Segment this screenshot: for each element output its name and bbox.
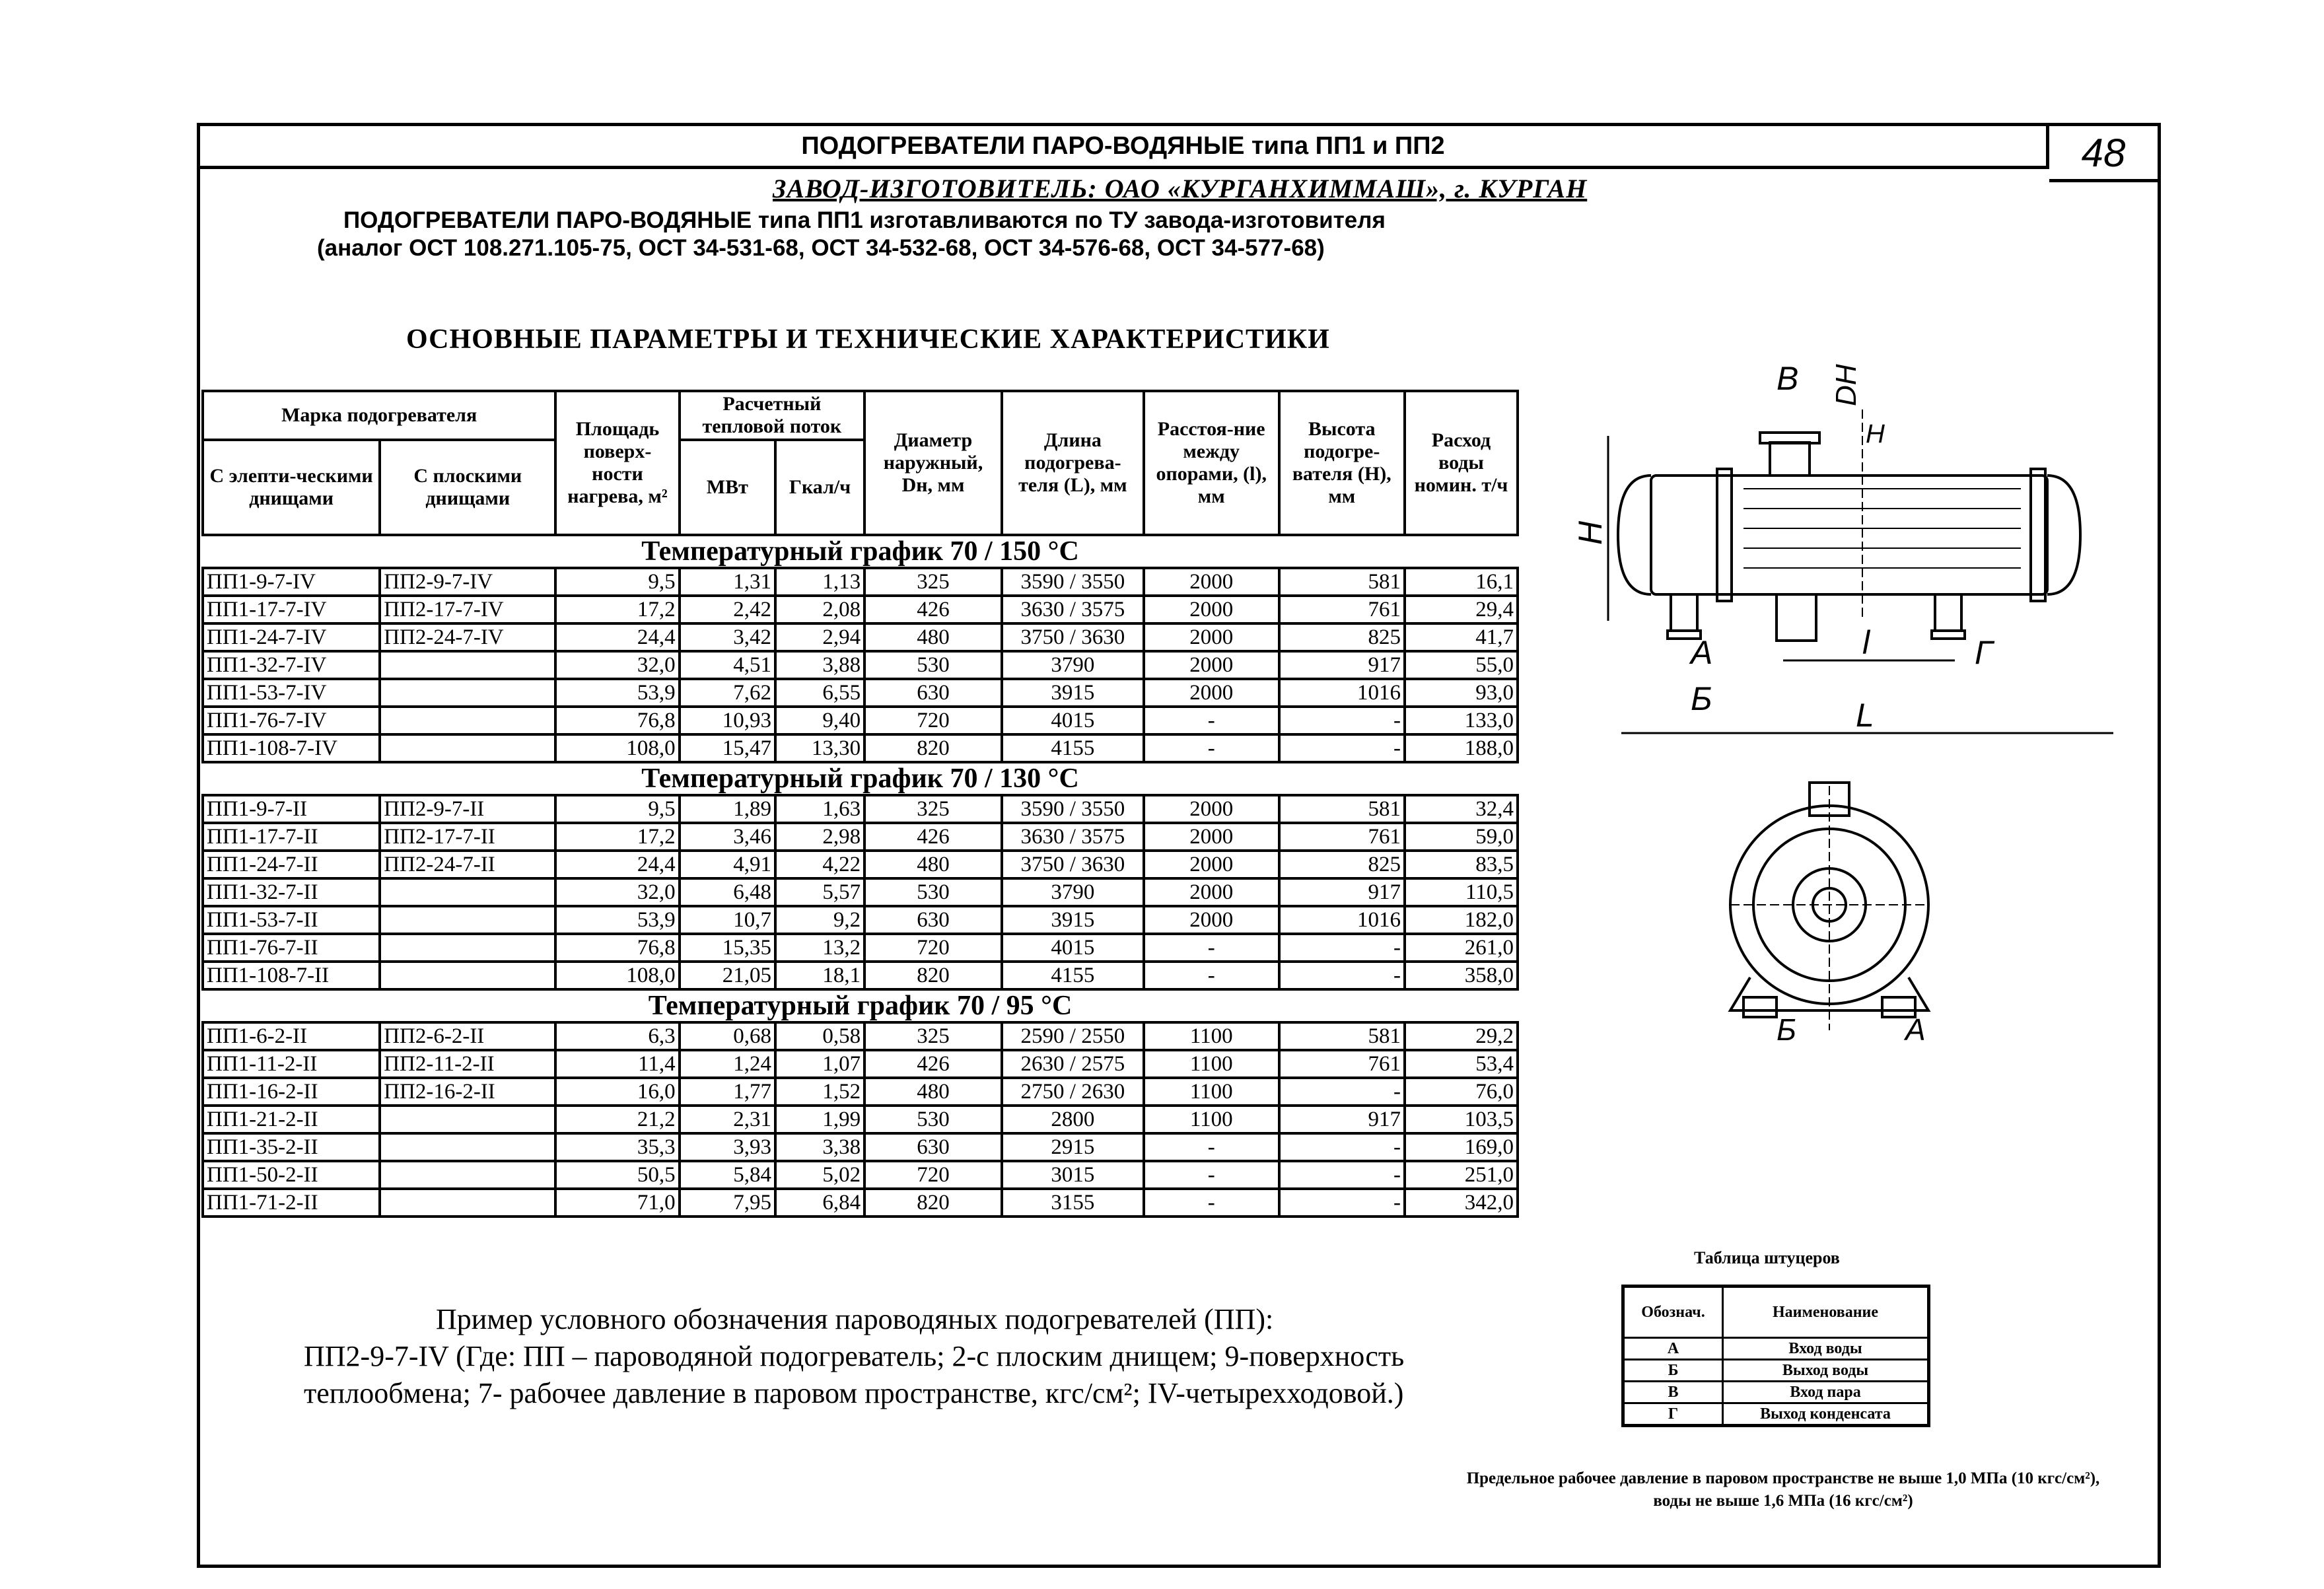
table-cell: ПП1-71-2-II bbox=[203, 1189, 380, 1217]
table-cell: 108,0 bbox=[555, 734, 679, 762]
table-cell: 4155 bbox=[1002, 734, 1144, 762]
table-cell: ПП2-24-7-II bbox=[380, 851, 555, 878]
table-cell: ПП1-11-2-II bbox=[203, 1050, 380, 1078]
table-cell: 9,5 bbox=[555, 568, 679, 596]
support-right bbox=[1932, 631, 1965, 639]
table-cell: 3790 bbox=[1002, 651, 1144, 679]
table-cell: 917 bbox=[1279, 651, 1405, 679]
table-cell: 6,48 bbox=[680, 878, 775, 906]
table-cell: 3,46 bbox=[680, 823, 775, 851]
table-cell: 261,0 bbox=[1405, 934, 1518, 962]
table-cell: 182,0 bbox=[1405, 906, 1518, 934]
front-label-a: А bbox=[1905, 1012, 1926, 1047]
table-cell: 1100 bbox=[1144, 1106, 1279, 1133]
nozzle-row bbox=[1623, 1360, 1929, 1382]
left-flange bbox=[1717, 469, 1732, 601]
label-l-big: L bbox=[1856, 697, 1874, 734]
table-cell: 71,0 bbox=[555, 1189, 679, 1217]
table-cell: 530 bbox=[864, 651, 1002, 679]
table-cell: 2590 / 2550 bbox=[1002, 1022, 1144, 1050]
left-head bbox=[1618, 476, 1651, 594]
table-cell: 9,5 bbox=[555, 795, 679, 823]
table-cell: 1016 bbox=[1279, 906, 1405, 934]
table-cell: 761 bbox=[1279, 823, 1405, 851]
nozzle-row bbox=[1623, 1382, 1929, 1403]
header-brand: Марка подогревателя bbox=[203, 391, 555, 440]
nozzle-row bbox=[1623, 1403, 1929, 1426]
table-cell: 480 bbox=[864, 623, 1002, 651]
nozzle-name: Выход конденсата bbox=[1723, 1403, 1929, 1426]
table-cell: 9,40 bbox=[775, 707, 864, 734]
page-number: 48 bbox=[2049, 123, 2161, 182]
table-cell: 2,31 bbox=[680, 1106, 775, 1133]
table-cell: 0,68 bbox=[680, 1022, 775, 1050]
table-cell: 110,5 bbox=[1405, 878, 1518, 906]
nozzle-code: А bbox=[1623, 1338, 1723, 1360]
header-flat: С плоскими днищами bbox=[380, 440, 555, 535]
table-cell: 0,58 bbox=[775, 1022, 864, 1050]
table-cell: - bbox=[1279, 1189, 1405, 1217]
page-title: ПОДОГРЕВАТЕЛИ ПАРО-ВОДЯНЫЕ типа ПП1 и ПП2 bbox=[197, 123, 2049, 169]
table-cell: 9,2 bbox=[775, 906, 864, 934]
table-cell: 426 bbox=[864, 1050, 1002, 1078]
table-cell: ПП2-9-7-II bbox=[380, 795, 555, 823]
table-cell: 2,08 bbox=[775, 596, 864, 623]
table-cell: 32,4 bbox=[1405, 795, 1518, 823]
table-cell: 3590 / 3550 bbox=[1002, 568, 1144, 596]
table-cell: 630 bbox=[864, 1133, 1002, 1161]
table-cell: 2000 bbox=[1144, 823, 1279, 851]
table-cell: 3790 bbox=[1002, 878, 1144, 906]
table-cell: 32,0 bbox=[555, 651, 679, 679]
table-cell: 325 bbox=[864, 1022, 1002, 1050]
table-cell: 2,98 bbox=[775, 823, 864, 851]
table-cell: 6,55 bbox=[775, 679, 864, 707]
table-cell: 1,63 bbox=[775, 795, 864, 823]
table-cell: - bbox=[1279, 962, 1405, 989]
table-cell: 251,0 bbox=[1405, 1161, 1518, 1189]
header-gcal: Гкал/ч bbox=[775, 440, 864, 535]
table-cell: ПП1-35-2-II bbox=[203, 1133, 380, 1161]
table-cell: - bbox=[1144, 734, 1279, 762]
table-cell: 1,89 bbox=[680, 795, 775, 823]
table-cell: 3,42 bbox=[680, 623, 775, 651]
table-cell: - bbox=[1279, 1133, 1405, 1161]
table-cell: 108,0 bbox=[555, 962, 679, 989]
table-cell: 2000 bbox=[1144, 568, 1279, 596]
table-cell: ПП1-9-7-IV bbox=[203, 568, 380, 596]
table-cell: 3015 bbox=[1002, 1161, 1144, 1189]
nozzle-code: Г bbox=[1623, 1403, 1723, 1426]
table-cell: ПП1-32-7-II bbox=[203, 878, 380, 906]
table-cell: 325 bbox=[864, 568, 1002, 596]
table-cell: 103,5 bbox=[1405, 1106, 1518, 1133]
condensate-nozzle bbox=[1777, 594, 1816, 641]
table-cell: 55,0 bbox=[1405, 651, 1518, 679]
label-dn: DН bbox=[1830, 364, 1862, 406]
table-cell: 426 bbox=[864, 823, 1002, 851]
table-cell: ПП1-53-7-IV bbox=[203, 679, 380, 707]
table-cell: 720 bbox=[864, 934, 1002, 962]
table-cell: 761 bbox=[1279, 596, 1405, 623]
table-cell: 325 bbox=[864, 795, 1002, 823]
table-cell: 1100 bbox=[1144, 1078, 1279, 1106]
table-cell: 4,22 bbox=[775, 851, 864, 878]
label-b: Б bbox=[1691, 680, 1712, 717]
table-cell: 3915 bbox=[1002, 906, 1144, 934]
table-cell: 1,07 bbox=[775, 1050, 864, 1078]
header-length: Длина подогрева-теля (L), мм bbox=[1002, 391, 1144, 535]
table-cell: 480 bbox=[864, 1078, 1002, 1106]
table-cell: 630 bbox=[864, 906, 1002, 934]
table-cell: ПП1-16-2-II bbox=[203, 1078, 380, 1106]
table-cell: 1,52 bbox=[775, 1078, 864, 1106]
table-cell: 76,8 bbox=[555, 934, 679, 962]
table-cell: 16,1 bbox=[1405, 568, 1518, 596]
table-cell: 53,4 bbox=[1405, 1050, 1518, 1078]
table-cell: - bbox=[1279, 1078, 1405, 1106]
table-cell: 2,94 bbox=[775, 623, 864, 651]
table-cell: ПП1-17-7-II bbox=[203, 823, 380, 851]
table-cell: 630 bbox=[864, 679, 1002, 707]
table-cell: 2630 / 2575 bbox=[1002, 1050, 1144, 1078]
table-cell: 1,31 bbox=[680, 568, 775, 596]
table-cell: 7,95 bbox=[680, 1189, 775, 1217]
right-flange bbox=[2031, 469, 2045, 601]
nozzle-a bbox=[1671, 594, 1697, 631]
table-cell: 3155 bbox=[1002, 1189, 1144, 1217]
table-cell: - bbox=[1279, 1161, 1405, 1189]
table-cell: 4,91 bbox=[680, 851, 775, 878]
table-cell: ПП2-6-2-II bbox=[380, 1022, 555, 1050]
table-cell: 342,0 bbox=[1405, 1189, 1518, 1217]
table-cell: 11,4 bbox=[555, 1050, 679, 1078]
table-cell: ПП1-108-7-II bbox=[203, 962, 380, 989]
header-heat-flow: Расчетный тепловой поток bbox=[680, 391, 864, 440]
table-cell: 4155 bbox=[1002, 962, 1144, 989]
label-h: Н bbox=[1572, 520, 1609, 545]
pressure-note bbox=[1407, 1467, 2160, 1512]
table-cell: - bbox=[1144, 1189, 1279, 1217]
table-cell: 15,47 bbox=[680, 734, 775, 762]
table-cell: ПП1-32-7-IV bbox=[203, 651, 380, 679]
table-cell: 2000 bbox=[1144, 851, 1279, 878]
table-cell: - bbox=[1144, 707, 1279, 734]
nozzle-g bbox=[1935, 594, 1961, 631]
table-cell: 13,30 bbox=[775, 734, 864, 762]
nozzle-header-name: Наименование bbox=[1723, 1287, 1929, 1338]
table-cell: - bbox=[1279, 734, 1405, 762]
table-cell: 1,24 bbox=[680, 1050, 775, 1078]
label-n: Н bbox=[1866, 419, 1885, 448]
table-cell: ПП1-108-7-IV bbox=[203, 734, 380, 762]
shell-body bbox=[1651, 476, 2047, 594]
header-flow: Расход воды номин. т/ч bbox=[1405, 391, 1518, 535]
table-cell: 581 bbox=[1279, 1022, 1405, 1050]
table-cell: 825 bbox=[1279, 851, 1405, 878]
table-cell: 21,2 bbox=[555, 1106, 679, 1133]
table-cell: - bbox=[1144, 1161, 1279, 1189]
table-cell: 188,0 bbox=[1405, 734, 1518, 762]
right-head bbox=[2047, 476, 2080, 594]
table-cell: 4015 bbox=[1002, 707, 1144, 734]
table-cell: 1,99 bbox=[775, 1106, 864, 1133]
table-cell: 32,0 bbox=[555, 878, 679, 906]
table-cell: 3,88 bbox=[775, 651, 864, 679]
table-cell: 2000 bbox=[1144, 596, 1279, 623]
table-cell: 169,0 bbox=[1405, 1133, 1518, 1161]
table-cell: 720 bbox=[864, 707, 1002, 734]
table-cell: 3630 / 3575 bbox=[1002, 823, 1144, 851]
table-cell: 24,4 bbox=[555, 851, 679, 878]
table-cell: 76,8 bbox=[555, 707, 679, 734]
table-cell: 2000 bbox=[1144, 623, 1279, 651]
table-cell: ПП1-9-7-II bbox=[203, 795, 380, 823]
table-cell: 18,1 bbox=[775, 962, 864, 989]
example-line-1: Пример условного обозначения пароводяных подогревателей (ПП): bbox=[436, 1303, 1274, 1335]
nozzle-row bbox=[1623, 1338, 1929, 1360]
table-cell: 820 bbox=[864, 1189, 1002, 1217]
table-cell: 29,4 bbox=[1405, 596, 1518, 623]
table-cell: 720 bbox=[864, 1161, 1002, 1189]
table-cell: 17,2 bbox=[555, 823, 679, 851]
section-title: ОСНОВНЫЕ ПАРАМЕТРЫ И ТЕХНИЧЕСКИЕ ХАРАКТЕРИСТИКИ bbox=[406, 324, 1330, 355]
nozzle-code: Б bbox=[1623, 1360, 1723, 1382]
note-line-2: воды не выше 1,6 МПа (16 кгс/см²) bbox=[1653, 1492, 1913, 1510]
table-cell: 480 bbox=[864, 851, 1002, 878]
table-cell: 2800 bbox=[1002, 1106, 1144, 1133]
table-cell: 35,3 bbox=[555, 1133, 679, 1161]
table-cell: 820 bbox=[864, 734, 1002, 762]
table-cell: 820 bbox=[864, 962, 1002, 989]
header-mw: МВт bbox=[680, 440, 775, 535]
table-cell: 6,3 bbox=[555, 1022, 679, 1050]
header-diameter: Диаметр наружный, Dн, мм bbox=[864, 391, 1002, 535]
table-cell: 358,0 bbox=[1405, 962, 1518, 989]
table-cell: 50,5 bbox=[555, 1161, 679, 1189]
table-cell: 1100 bbox=[1144, 1022, 1279, 1050]
nozzle-table-caption: Таблица штуцеров bbox=[1694, 1248, 1840, 1267]
table-cell: ПП2-16-2-II bbox=[380, 1078, 555, 1106]
table-cell: 581 bbox=[1279, 795, 1405, 823]
table-cell: 133,0 bbox=[1405, 707, 1518, 734]
table-cell: 3750 / 3630 bbox=[1002, 623, 1144, 651]
table-cell: 59,0 bbox=[1405, 823, 1518, 851]
table-cell: - bbox=[1144, 934, 1279, 962]
table-cell: ПП1-24-7-II bbox=[203, 851, 380, 878]
group-title: Температурный график 70 / 130 °C bbox=[203, 762, 1518, 795]
header-distance: Расстоя-ние между опорами, (l), мм bbox=[1144, 391, 1279, 535]
table-cell: 917 bbox=[1279, 1106, 1405, 1133]
table-cell: 5,02 bbox=[775, 1161, 864, 1189]
group-title: Температурный график 70 / 95 °C bbox=[203, 989, 1518, 1022]
table-cell: 3750 / 3630 bbox=[1002, 851, 1144, 878]
nozzle-header-code: Обознач. bbox=[1623, 1287, 1723, 1338]
table-cell: 530 bbox=[864, 878, 1002, 906]
table-cell: ПП1-21-2-II bbox=[203, 1106, 380, 1133]
table-cell: ПП2-24-7-IV bbox=[380, 623, 555, 651]
table-cell: 4,51 bbox=[680, 651, 775, 679]
table-cell: ПП1-24-7-IV bbox=[203, 623, 380, 651]
table-cell: 3,93 bbox=[680, 1133, 775, 1161]
nozzle-code: В bbox=[1623, 1382, 1723, 1403]
nozzle-name: Выход воды bbox=[1723, 1360, 1929, 1382]
header-height: Высота подогре-вателя (H), мм bbox=[1279, 391, 1405, 535]
table-cell: 24,4 bbox=[555, 623, 679, 651]
table-cell: 426 bbox=[864, 596, 1002, 623]
table-cell: 29,2 bbox=[1405, 1022, 1518, 1050]
table-cell: - bbox=[1279, 934, 1405, 962]
table-cell: 2000 bbox=[1144, 651, 1279, 679]
table-cell: 13,2 bbox=[775, 934, 864, 962]
nozzle-name: Вход пара bbox=[1723, 1382, 1929, 1403]
table-cell: 1,13 bbox=[775, 568, 864, 596]
table-cell: 17,2 bbox=[555, 596, 679, 623]
manufacturer-line: ЗАВОД-ИЗГОТОВИТЕЛЬ: ОАО «КУРГАНХИММАШ», г. КУРГАН bbox=[773, 174, 1588, 203]
table-cell: 2,42 bbox=[680, 596, 775, 623]
table-cell: 83,5 bbox=[1405, 851, 1518, 878]
table-cell: 21,05 bbox=[680, 962, 775, 989]
table-cell: 5,84 bbox=[680, 1161, 775, 1189]
example-line-2: ПП2-9-7-IV (Где: ПП – пароводяной подогреватель; 2-с плоским днищем; 9-поверхность bbox=[304, 1340, 1405, 1372]
table-cell: 6,84 bbox=[775, 1189, 864, 1217]
table-cell: 917 bbox=[1279, 878, 1405, 906]
table-cell: - bbox=[1144, 1133, 1279, 1161]
table-cell: ПП1-53-7-II bbox=[203, 906, 380, 934]
label-l-small: l bbox=[1862, 624, 1870, 661]
table-cell: 3630 / 3575 bbox=[1002, 596, 1144, 623]
intro-line-1: ПОДОГРЕВАТЕЛИ ПАРО-ВОДЯНЫЕ типа ПП1 изготавливаются по ТУ завода-изготовителя bbox=[343, 207, 1386, 233]
nozzle-name: Вход воды bbox=[1723, 1338, 1929, 1360]
table-cell: 76,0 bbox=[1405, 1078, 1518, 1106]
group-title: Температурный график 70 / 150 °C bbox=[203, 535, 1518, 568]
table-cell: ПП2-17-7-IV bbox=[380, 596, 555, 623]
table-cell: 53,9 bbox=[555, 679, 679, 707]
table-cell: 1,77 bbox=[680, 1078, 775, 1106]
intro-line-2: (аналог ОСТ 108.271.105-75, ОСТ 34-531-68, ОСТ 34-532-68, ОСТ 34-576-68, ОСТ 34-577-68) bbox=[317, 235, 1325, 261]
table-cell: ПП1-76-7-IV bbox=[203, 707, 380, 734]
steam-inlet-nozzle bbox=[1770, 442, 1810, 476]
front-label-b: Б bbox=[1777, 1012, 1796, 1047]
table-cell: 53,9 bbox=[555, 906, 679, 934]
table-cell: 3590 / 3550 bbox=[1002, 795, 1144, 823]
table-cell: ПП1-17-7-IV bbox=[203, 596, 380, 623]
table-cell: 2000 bbox=[1144, 795, 1279, 823]
table-cell: ПП2-11-2-II bbox=[380, 1050, 555, 1078]
table-cell: - bbox=[1279, 707, 1405, 734]
table-cell: 1016 bbox=[1279, 679, 1405, 707]
table-cell: 10,93 bbox=[680, 707, 775, 734]
header-area: Площадь поверх-ности нагрева, м² bbox=[555, 391, 679, 535]
table-cell: 16,0 bbox=[555, 1078, 679, 1106]
table-cell: 15,35 bbox=[680, 934, 775, 962]
label-a: А bbox=[1691, 634, 1713, 671]
table-cell: 761 bbox=[1279, 1050, 1405, 1078]
table-cell: 825 bbox=[1279, 623, 1405, 651]
label-v: В bbox=[1777, 360, 1799, 397]
table-cell: 4015 bbox=[1002, 934, 1144, 962]
table-cell: ПП2-17-7-II bbox=[380, 823, 555, 851]
table-cell: 41,7 bbox=[1405, 623, 1518, 651]
example-line-3: теплообмена; 7- рабочее давление в паровом пространстве, кгс/см²; IV-четырехходовой.) bbox=[304, 1377, 1404, 1409]
table-cell: 2000 bbox=[1144, 906, 1279, 934]
table-cell: ПП1-50-2-II bbox=[203, 1161, 380, 1189]
table-cell: 2915 bbox=[1002, 1133, 1144, 1161]
table-cell: 530 bbox=[864, 1106, 1002, 1133]
nozzle-table bbox=[1621, 1285, 1930, 1427]
table-cell: ПП2-9-7-IV bbox=[380, 568, 555, 596]
table-cell: 1100 bbox=[1144, 1050, 1279, 1078]
table-cell: 2000 bbox=[1144, 878, 1279, 906]
table-cell: 3,38 bbox=[775, 1133, 864, 1161]
table-cell: 7,62 bbox=[680, 679, 775, 707]
table-cell: ПП1-6-2-II bbox=[203, 1022, 380, 1050]
table-cell: 3915 bbox=[1002, 679, 1144, 707]
table-cell: - bbox=[1144, 962, 1279, 989]
label-g: Г bbox=[1975, 634, 1993, 671]
header-elliptic: С элепти-ческими днищами bbox=[203, 440, 380, 535]
table-cell: 2750 / 2630 bbox=[1002, 1078, 1144, 1106]
table-cell: 5,57 bbox=[775, 878, 864, 906]
table-cell: 2000 bbox=[1144, 679, 1279, 707]
table-cell: 93,0 bbox=[1405, 679, 1518, 707]
table-cell: ПП1-76-7-II bbox=[203, 934, 380, 962]
note-line-1: Предельное рабочее давление в паровом пространстве не выше 1,0 МПа (10 кгс/см²), bbox=[1466, 1469, 2100, 1487]
table-cell: 581 bbox=[1279, 568, 1405, 596]
table-cell: 10,7 bbox=[680, 906, 775, 934]
